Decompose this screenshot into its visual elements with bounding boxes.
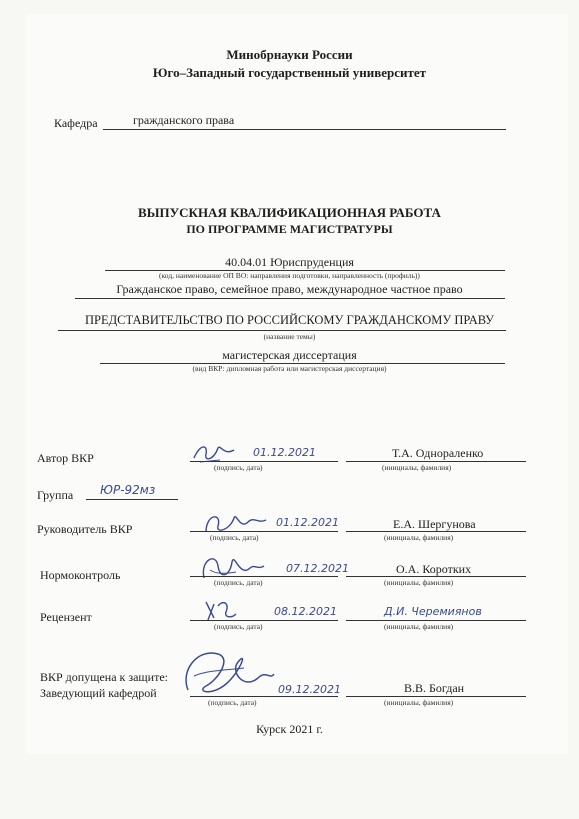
department-value: гражданского права	[133, 113, 235, 127]
city-year: Курск 2021 г.	[256, 722, 323, 736]
author-sign-line	[190, 461, 338, 462]
reviewer-name-caption: (инициалы, фамилия)	[384, 622, 454, 631]
normcontrol-name-caption: (инициалы, фамилия)	[384, 578, 454, 587]
author-name: Т.А. Однораленко	[392, 446, 484, 460]
reviewer-sign-line	[190, 620, 338, 621]
reviewer-name-line	[346, 620, 526, 621]
author-label: Автор ВКР	[37, 451, 94, 465]
program-code: 40.04.01 Юриспруденция	[225, 255, 354, 269]
topic-caption: (название темы)	[263, 332, 316, 341]
profile-underline	[75, 298, 505, 299]
normcontrol-name: О.А. Коротких	[396, 562, 472, 576]
program-caption: (код, наименование ОП ВО: направления подготовки, направленность (профиль))	[159, 271, 420, 280]
program-profile: Гражданское право, семейное право, международное частное право	[116, 282, 463, 296]
supervisor-name-caption: (инициалы, фамилия)	[384, 533, 454, 542]
head-sign-caption: (подпись, дата)	[208, 698, 257, 707]
head-name-caption: (инициалы, фамилия)	[384, 698, 454, 707]
normcontrol-label: Нормоконтроль	[40, 568, 121, 582]
supervisor-label: Руководитель ВКР	[37, 522, 133, 536]
reviewer-name: Д.И. Черемиянов	[384, 605, 482, 618]
department-underline	[103, 129, 506, 130]
normcontrol-sign-caption: (подпись, дата)	[214, 578, 263, 587]
group-underline	[86, 499, 178, 500]
head-name: В.В. Богдан	[404, 681, 465, 695]
topic-underline	[58, 330, 506, 331]
reviewer-date: 08.12.2021	[274, 605, 337, 618]
head-signature	[178, 640, 278, 704]
head-name-line	[346, 696, 526, 697]
head-label: Заведующий кафедрой	[40, 686, 157, 700]
work-type-line2: ПО ПРОГРАММЕ МАГИСТРАТУРЫ	[186, 222, 393, 236]
author-name-caption: (инициалы, фамилия)	[382, 463, 452, 472]
document-page	[26, 14, 568, 754]
reviewer-label: Рецензент	[40, 610, 92, 624]
group-label: Группа	[37, 488, 74, 502]
head-date: 09.12.2021	[278, 683, 341, 696]
ministry-title: Минобрнауки России	[226, 47, 353, 62]
vkr-kind-value: магистерская диссертация	[222, 348, 357, 362]
supervisor-sign-caption: (подпись, дата)	[210, 533, 259, 542]
normcontrol-sign-line	[190, 576, 338, 577]
normcontrol-date: 07.12.2021	[286, 562, 349, 575]
head-sign-line	[190, 696, 338, 697]
group-value: ЮР-92мз	[100, 483, 156, 497]
supervisor-sign-line	[190, 531, 338, 532]
vkr-kind-caption: (вид ВКР: дипломная работа или магистерская диссертация)	[192, 364, 387, 373]
supervisor-name: Е.А. Шергунова	[393, 517, 476, 531]
admission-label: ВКР допущена к защите:	[40, 670, 168, 684]
supervisor-name-line	[346, 531, 526, 532]
department-label: Кафедра	[54, 116, 98, 130]
university-title: Юго–Западный государственный университет	[152, 65, 427, 80]
work-type-line1: ВЫПУСКНАЯ КВАЛИФИКАЦИОННАЯ РАБОТА	[138, 205, 441, 220]
author-date: 01.12.2021	[253, 446, 316, 459]
topic-title: ПРЕДСТАВИТЕЛЬСТВО ПО РОССИЙСКОМУ ГРАЖДАНСКОМУ ПРАВУ	[85, 313, 494, 327]
supervisor-date: 01.12.2021	[276, 516, 339, 529]
author-sign-caption: (подпись, дата)	[214, 463, 263, 472]
reviewer-sign-caption: (подпись, дата)	[214, 622, 263, 631]
normcontrol-name-line	[346, 576, 526, 577]
author-name-line	[346, 461, 526, 462]
